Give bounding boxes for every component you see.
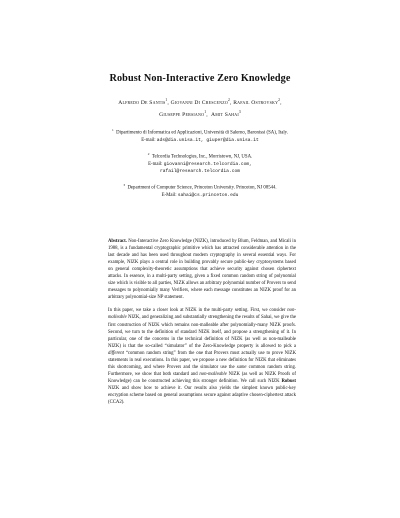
bold-term: Robust [281, 378, 296, 384]
abstract-text: Non-Interactive Zero Knowledge (NIZK), introduced by Blum, Feldman, and Micali in 1988, is a fundamental cryptographic primitive which has attracted considerable attention in the last decade and has been used throughout modern cryptography in several essential ways. For example, NIZK plays a central role in building provably secure public-key cryptosystems based on general complexity-theoretic assumptions that achieve security against chosen ciphertext attacks. In essence, in a multi-party setting, given a fixed common random string of polynomial size which is visible to all parties, NIZK allows an arbitrary polynomial number of Provers to send messages to polynomially many Verifiers, where each message constitutes an NIZK proof for an arbitrary polynomial-size NP statement. [108, 239, 296, 301]
affiliation-text: Dipartimento di Informatica ed Applicazioni, Università di Salerno, Baronissi (SA), Italy. [116, 130, 288, 136]
email-label: E-Mail: [161, 192, 177, 198]
author-affil-mark: 2 [228, 98, 230, 102]
abstract-paragraph-1 [108, 238, 296, 301]
email-label: E-mail: [141, 137, 156, 143]
abstract-label: Abstract. [108, 239, 127, 244]
author-affil-mark: 1 [204, 109, 207, 114]
abstract-text: NIZK and show how to achieve it. Our results also yields the simplest known public-key encryption scheme based on general assumptions secure against adaptive chosen-ciphertext attack (CCA2). [108, 385, 296, 406]
emphasis: non-malleable [108, 308, 296, 321]
author: Alfredo De Santis [118, 99, 166, 106]
abstract-text: In this paper, we take a closer look at NIZK in the multi-party setting. First, we consider [108, 308, 288, 314]
author: Amit Sahai [210, 111, 239, 118]
affiliation-mark: 1 [112, 128, 114, 132]
affiliation-2 [60, 151, 340, 175]
email-label: E-mail: [148, 161, 163, 167]
affiliation-mark: 2 [147, 152, 150, 156]
author: Rafail Ostrovsky [233, 99, 279, 106]
abstract-paragraph-2 [108, 307, 296, 406]
abstract-text: NIZK, and generalizing and substantially strengthening the results of Sahai, we give the first construction of NIZK which remains non-malleable after polynomially-many NIZK proofs. Second, we turn to the definition of standard NIZK itself, and propose a strengthening of it. In particular, one of the concerns in the technical definition of NIZK (as well as non-malleable NIZK) is that the so-called “simulator” of the Zero-Knowledge property is allowed to pick a [108, 315, 296, 349]
author: Giuseppe Persiano [159, 111, 205, 118]
abstract [108, 238, 296, 412]
author-affil-mark: 1 [165, 98, 168, 102]
author: Giovanni Di Crescenzo [170, 99, 228, 106]
email-address: giovanni@research.telcordia.com, [163, 161, 252, 167]
author-affil-mark: 3 [238, 109, 241, 114]
abstract-text: NIZK (as well as NIZK Proofs of Knowledge) can be constructed achieving this stronger definition. We call such NIZK [108, 371, 296, 384]
author-affil-mark: 2 [278, 98, 281, 102]
email-address: sahai@cs.princeton.edu [177, 192, 239, 198]
affiliation-3 [60, 182, 340, 199]
author-line-1: Alfredo De Santis$^1$, Giovanni Di Crescenzo$^2$, Rafail Ostrovsky$^2$, [118, 98, 282, 106]
abstract-text: “common random string” from the one that Provers must actually use to prove NIZK statements in real executions. In this paper, we propose a new definition for NIZK that eliminates this shortcoming, and where Provers and the simulator use the [108, 350, 296, 370]
emphasis: non-malleable [199, 371, 227, 377]
emphasis: different [108, 350, 124, 356]
abstract-text: common random string. Furthermore, we show that both standard and [108, 364, 297, 377]
affiliation-1 [60, 127, 340, 144]
affiliation-mark: 3 [123, 183, 126, 187]
affiliation-text: Department of Computer Science, Princeton University. Princeton, NJ 08544. [127, 185, 277, 191]
author-list [40, 96, 360, 120]
affiliation-text: Telcordia Technologies, Inc., Morristown, NJ, USA. [151, 154, 253, 160]
email-address: ads@dia.unisa.it, giuper@dia.unisa.it [156, 137, 259, 143]
email-address: rafail@research.telcordia.com [160, 168, 240, 174]
author-line-2: Giuseppe Persiano$^1$, Amit Sahai$^3$ [159, 109, 241, 118]
paper-title: Robust Non-Interactive Zero Knowledge [109, 73, 291, 84]
emphasis: same [236, 364, 247, 370]
